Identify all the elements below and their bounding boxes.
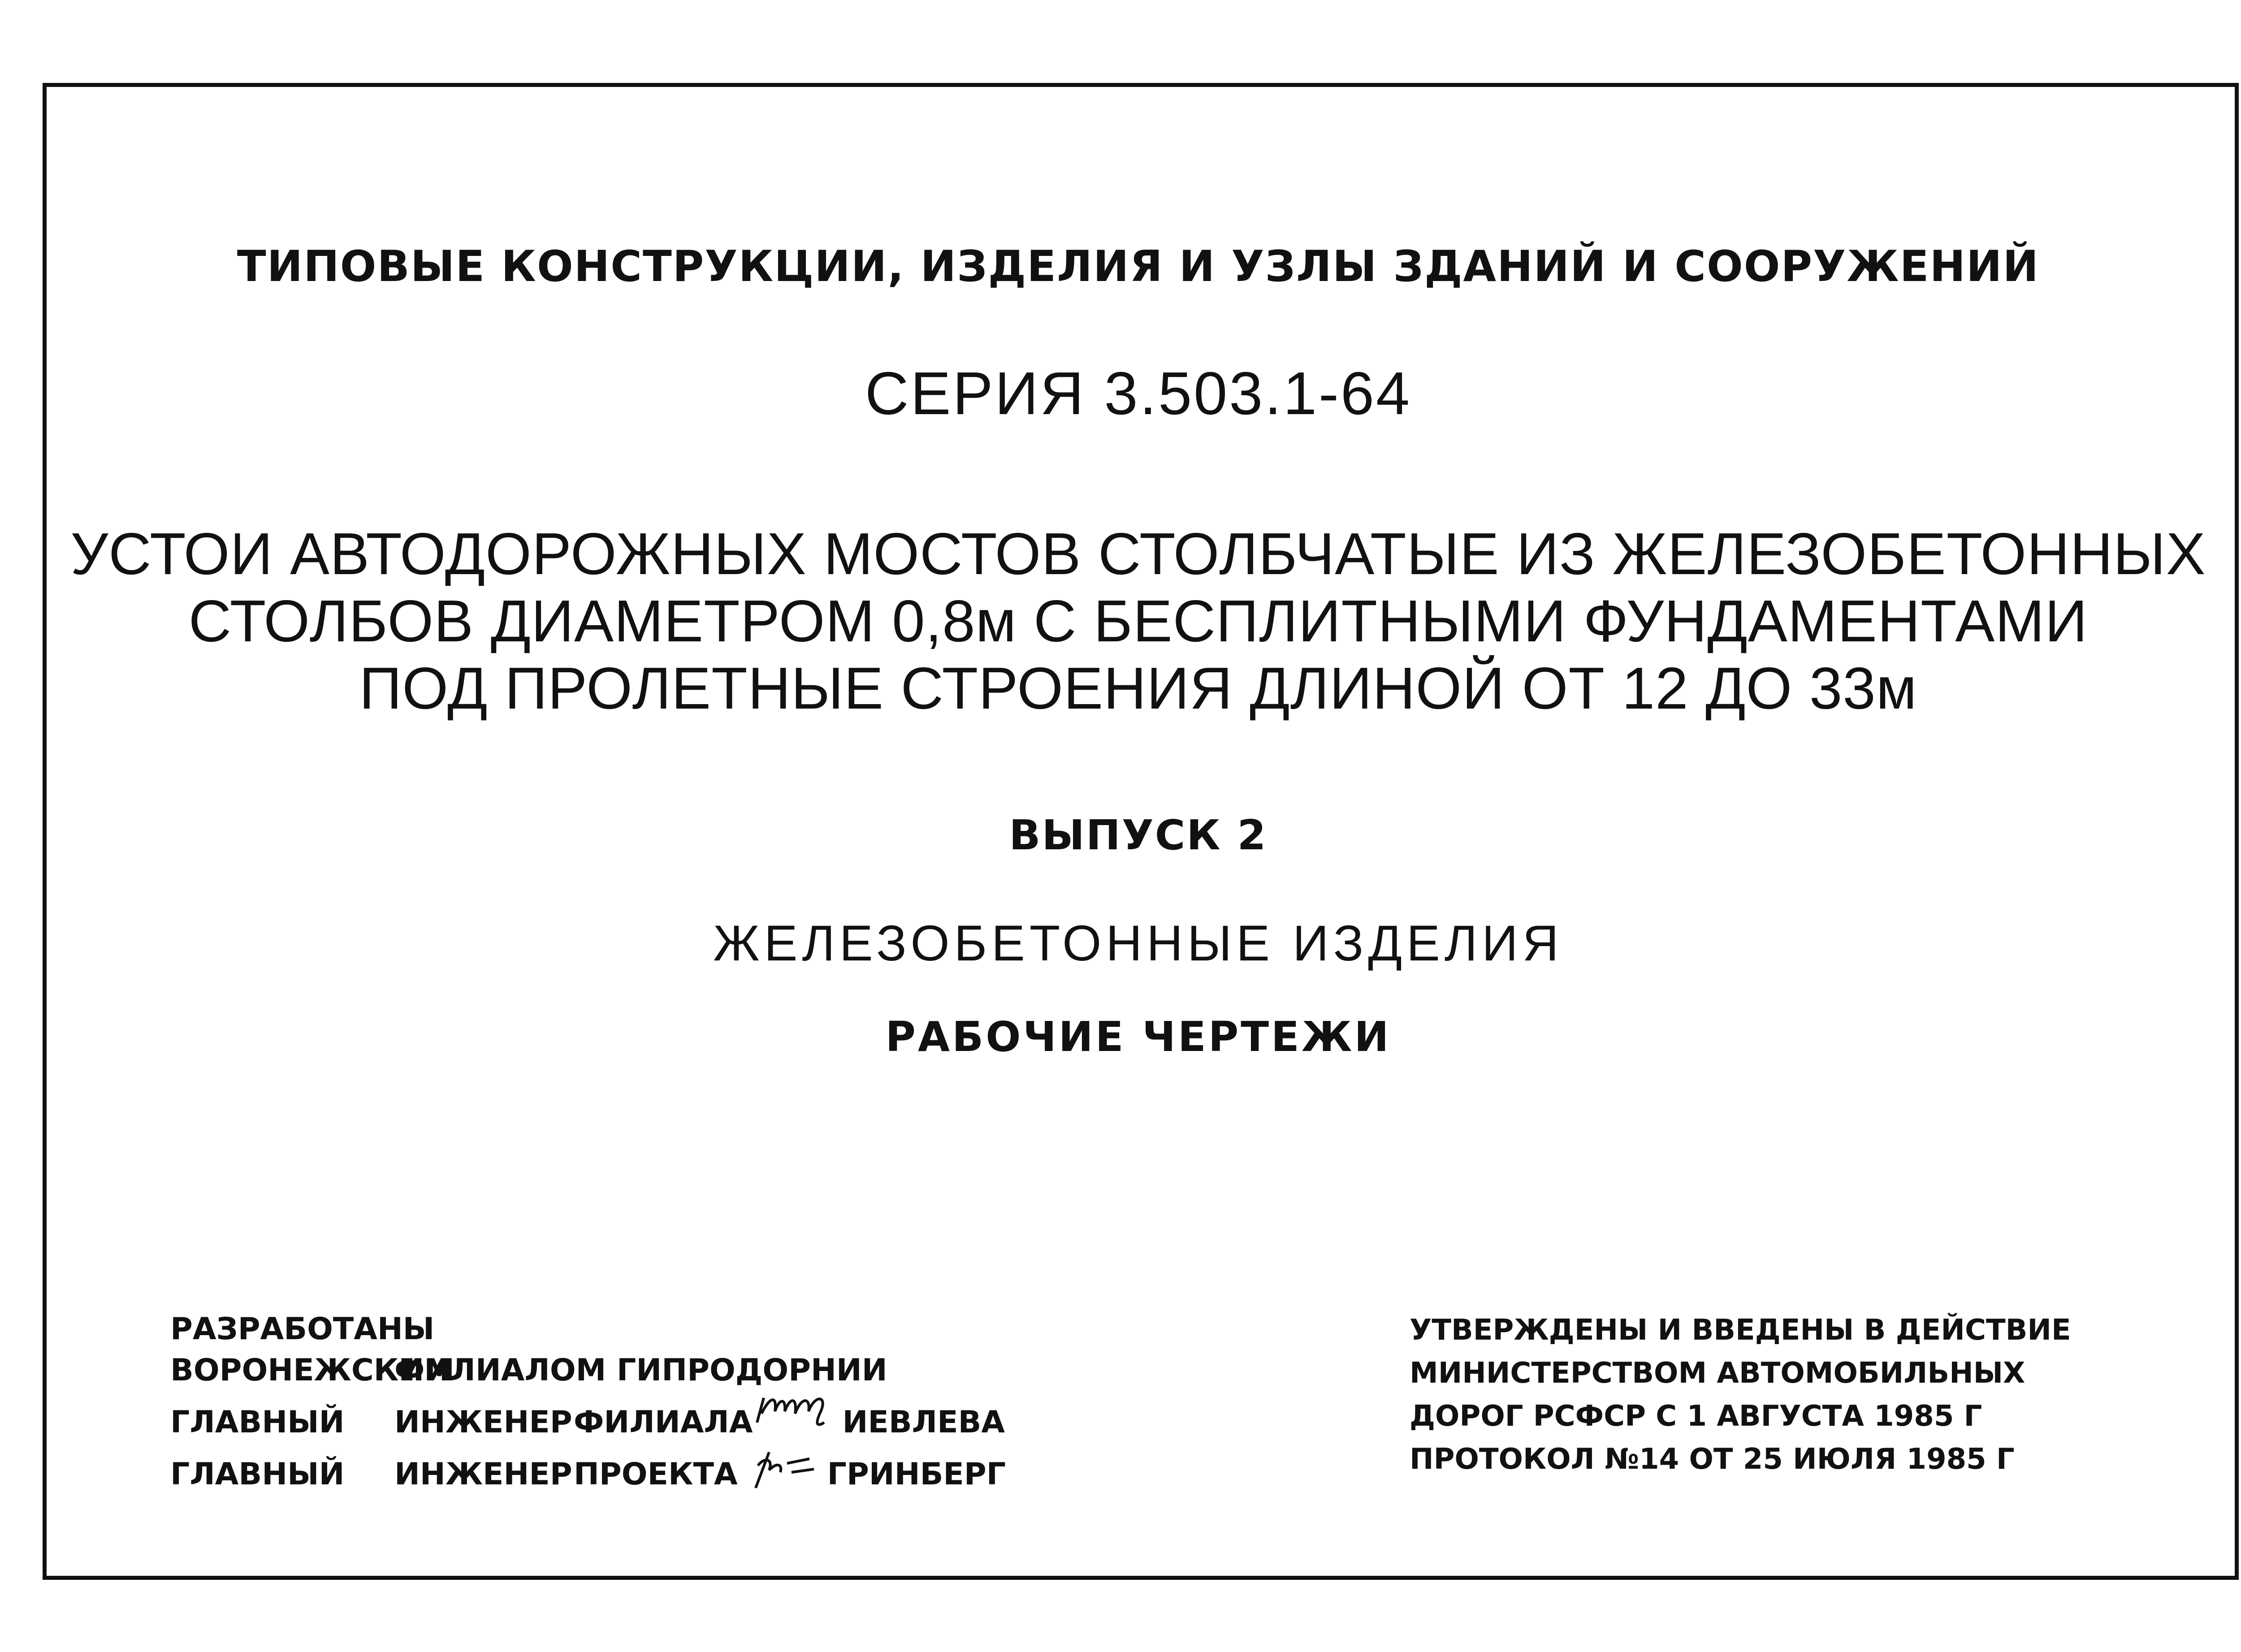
chief-engineer-project-role-c: ПРОЕКТА — [574, 1457, 738, 1492]
developer-block — [170, 1309, 1006, 1495]
series-number: СЕРИЯ 3.503.1-64 — [865, 359, 1412, 427]
chief-engineer-project-role-a: ГЛАВНЫЙ — [170, 1457, 345, 1492]
signature-grinberg-icon — [738, 1443, 827, 1484]
approval-line-4: ПРОТОКОЛ №14 ОТ 25 ИЮЛЯ 1985 Г — [1410, 1443, 2015, 1476]
approval-line-3: ДОРОГ РСФСР С 1 АВГУСТА 1985 Г — [1410, 1400, 1982, 1433]
developer-org-city: ВОРОНЕЖСКИМ — [170, 1353, 454, 1388]
chief-engineer-project-role-b: ИНЖЕНЕР — [394, 1457, 572, 1492]
products-heading: ЖЕЛЕЗОБЕТОННЫЕ ИЗДЕЛИЯ — [713, 915, 1563, 971]
title-line-1: УСТОИ АВТОДОРОЖНЫХ МОСТОВ СТОЛБЧАТЫЕ ИЗ ЖЕЛЕЗОБЕТОННЫХ — [70, 521, 2206, 587]
chief-engineer-project-name: ГРИНБЕРГ — [827, 1457, 1006, 1492]
chief-engineer-branch-name: ИЕВЛЕВА — [842, 1405, 1005, 1440]
chief-engineer-project-row — [170, 1443, 1006, 1495]
chief-engineer-branch-role-a: ГЛАВНЫЙ — [170, 1405, 345, 1440]
catalog-heading: ТИПОВЫЕ КОНСТРУКЦИИ, ИЗДЕЛИЯ И УЗЛЫ ЗДАНИЙ И СООРУЖЕНИЙ — [237, 242, 2040, 291]
developed-heading-row — [170, 1309, 1006, 1350]
drawings-heading: РАБОЧИЕ ЧЕРТЕЖИ — [885, 1013, 1391, 1061]
developer-org-name: ФИЛИАЛОМ ГИПРОДОРНИИ — [394, 1353, 887, 1388]
title-line-2: СТОЛБОВ ДИАМЕТРОМ 0,8м С БЕСПЛИТНЫМИ ФУНДАМЕНТАМИ — [188, 588, 2088, 654]
developed-heading: РАЗРАБОТАНЫ — [170, 1311, 435, 1347]
approval-line-1: УТВЕРЖДЕНЫ И ВВЕДЕНЫ В ДЕЙСТВИЕ — [1410, 1314, 2071, 1347]
chief-engineer-branch-row — [170, 1391, 1006, 1443]
chief-engineer-branch-role-c: ФИЛИАЛА — [574, 1405, 753, 1440]
approval-block — [1410, 1309, 2071, 1481]
title-line-3: ПОД ПРОЛЕТНЫЕ СТРОЕНИЯ ДЛИНОЙ ОТ 12 ДО 33м — [359, 655, 1917, 721]
issue-number: ВЫПУСК 2 — [1009, 811, 1268, 859]
developer-org-row — [170, 1350, 1006, 1391]
signature-ievleva-icon — [753, 1391, 842, 1432]
approval-line-2: МИНИСТЕРСТВОМ АВТОМОБИЛЬНЫХ — [1410, 1357, 2025, 1390]
chief-engineer-branch-role-b: ИНЖЕНЕР — [394, 1405, 572, 1440]
